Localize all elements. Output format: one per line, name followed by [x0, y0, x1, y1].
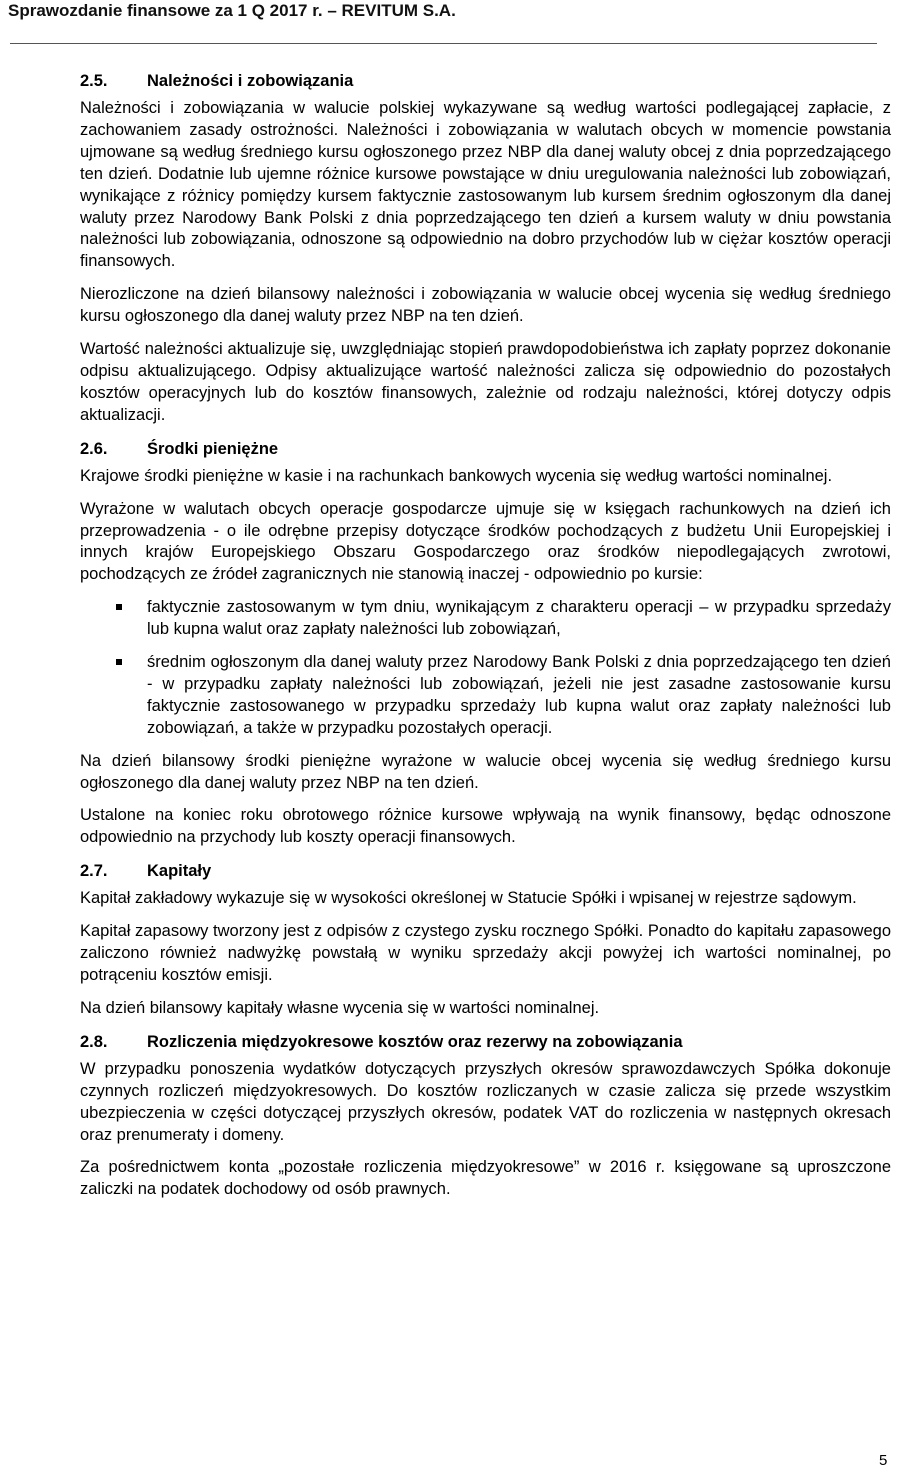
list-item-text: faktycznie zastosowanym w tym dniu, wynikającym z charakteru operacji – w przypadku sprzedaży lub kupna walut oraz zapłaty należności lub zobowiązań, — [147, 598, 891, 639]
square-bullet-icon — [116, 659, 122, 665]
section-title: Środki pieniężne — [147, 439, 279, 458]
paragraph: Na dzień bilansowy środki pieniężne wyrażone w walucie obcej wycenia się według średniego kursu ogłoszonego dla danej waluty przez NBP na ten dzień. — [80, 751, 891, 792]
paragraph: Wyrażone w walutach obcych operacje gospodarcze ujmuje się w księgach rachunkowych na dzień ich przeprowadzenia - o ile odrębne przepisy dotyczące środków pochodzących z budżetu Unii Europejskiej i innych krajów Europejskiego Obszaru Gospodarczego oraz środków niepodlegających zwrotowi, pochodzących ze źródeł zagranicznych nie stanowią inaczej - odpowiednio po kursie: — [80, 499, 891, 584]
list-item — [80, 652, 891, 740]
list-item-text: średnim ogłoszonym dla danej waluty przez Narodowy Bank Polski z dnia poprzedzającego ten dzień - w przypadku zapłaty należności lub zobowiązań, jeżeli nie jest zasadne zastosowanie kursu faktycznie zastosowanego w przypadku sprzedaży lub kupna walut oraz zapłaty należności lub zobowiązań, a także w przypadku pozostałych operacji. — [147, 653, 891, 737]
paragraph: Na dzień bilansowy kapitały własne wycenia się w wartości nominalnej. — [80, 998, 600, 1017]
paragraph: Kapitał zakładowy wykazuje się w wysokości określonej w Statucie Spółki i wpisanej w rejestrze sądowym. — [80, 889, 857, 908]
section-title: Należności i zobowiązania — [147, 72, 354, 90]
square-bullet-icon — [116, 604, 122, 610]
paragraph: Nierozliczone na dzień bilansowy należności i zobowiązania w walucie obcej wycenia się według średniego kursu ogłoszonego dla danej waluty przez NBP na ten dzień. — [80, 285, 891, 326]
section-number: 2.7. — [80, 862, 108, 881]
section-number: 2.6. — [80, 439, 108, 458]
bullet-list — [80, 597, 891, 739]
section-heading-2-8 — [80, 1031, 891, 1054]
paragraph: Należności i zobowiązania w walucie polskiej wykazywane są według wartości podlegającej zapłacie, z zachowaniem zasady ostrożności. Należności i zobowiązania w walutach obcych w momencie powstania ujmowane są według średniego kursu ogłoszonego przez NBP dla danej waluty obcej z dnia poprzedzającego ten dzień. Dodatnie lub ujemne różnice kursowe powstające w dniu uregulowania należności lub zobowiązań, wynikające z różnicy pomiędzy kursem faktycznie zastosowanym lub kursem średnim ogłoszonym dla danej waluty przez Narodowy Bank Polski z dnia poprzedzającego ten dzień a kursem waluty w dniu powstania należności lub zobowiązania, odnoszone są odpowiednio na dobro przychodów lub w ciężar kosztów operacji finansowych. — [80, 99, 891, 271]
paragraph: W przypadku ponoszenia wydatków dotyczących przyszłych okresów sprawozdawczych Spółka dokonuje czynnych rozliczeń międzyokresowych. Do kosztów rozliczanych w czasie zalicza się przede wszystkim ubezpieczenia w części dotyczącej przyszłych okresów, podatek VAT do rozliczenia w następnych okresach oraz prenumeraty i domeny. — [80, 1059, 891, 1144]
paragraph: Wartość należności aktualizuje się, uwzględniając stopień prawdopodobieństwa ich zapłaty poprzez dokonanie odpisu aktualizującego. Odpisy aktualizujące wartość należności zalicza się odpowiednio do pozostałych kosztów operacyjnych lub do kosztów finansowych, zależnie od rodzaju należności, której dotyczy odpis aktualizacji. — [80, 340, 891, 424]
section-number: 2.8. — [80, 1032, 108, 1051]
list-item — [80, 597, 891, 641]
document-body — [80, 70, 891, 1212]
section-heading-2-6 — [80, 438, 891, 461]
page-number: 5 — [879, 1452, 888, 1469]
paragraph: Za pośrednictwem konta „pozostałe rozliczenia międzyokresowe” w 2016 r. księgowane są uproszczone zaliczki na podatek dochodowy od osób prawnych. — [80, 1158, 891, 1199]
section-title: Kapitały — [147, 862, 212, 881]
section-heading-2-7 — [80, 860, 891, 883]
document-header-title: Sprawozdanie finansowe za 1 Q 2017 r. – REVITUM S.A. — [8, 1, 456, 20]
section-title: Rozliczenia międzyokresowe kosztów oraz rezerwy na zobowiązania — [147, 1032, 683, 1051]
paragraph: Ustalone na koniec roku obrotowego różnice kursowe wpływają na wynik finansowy, będąc odnoszone odpowiednio na przychody lub koszty operacji finansowych. — [80, 806, 891, 847]
paragraph: Kapitał zapasowy tworzony jest z odpisów z czystego zysku rocznego Spółki. Ponadto do kapitału zapasowego zaliczono również nadwyżkę powstałą w wyniku sprzedaży akcji powyżej ich wartości nominalnej, po potrąceniu kosztów emisji. — [80, 922, 891, 984]
paragraph: Krajowe środki pieniężne w kasie i na rachunkach bankowych wycenia się według wartości nominalnej. — [80, 466, 833, 485]
section-number: 2.5. — [80, 72, 108, 90]
header-divider — [10, 43, 877, 44]
section-heading-2-5 — [80, 70, 891, 93]
